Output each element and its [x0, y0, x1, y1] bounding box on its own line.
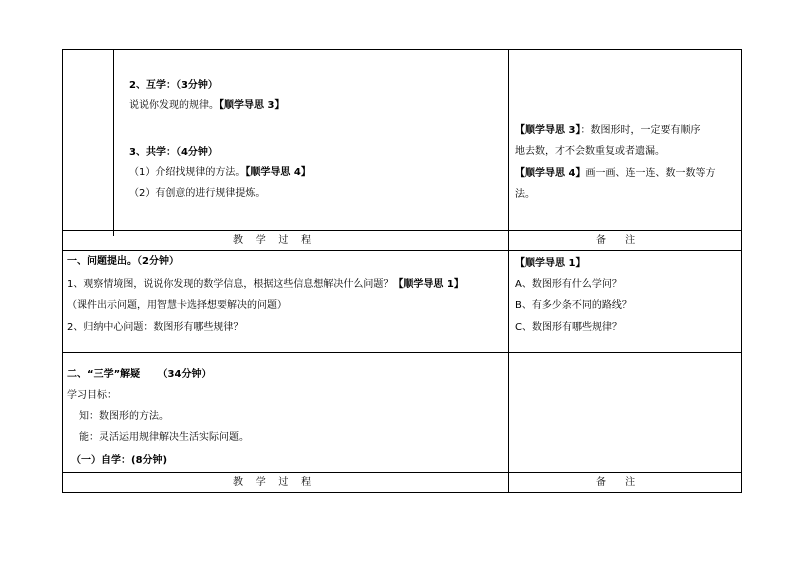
gong-xue-item-2: （2）有创意的进行规律提炼。	[129, 188, 266, 199]
self-study-heading: （一）自学：(8分钟)	[71, 455, 168, 466]
note-3-line-2: 地去数，才不会数重复或者遗漏。	[515, 146, 665, 157]
gong-xue-heading: 3、共学：（4分钟）	[129, 147, 218, 158]
header-teaching-process-2: 教 学 过 程	[233, 477, 312, 488]
header-remarks: 备 注	[596, 235, 636, 246]
remark-tag-1: 【顺学导思 1】	[515, 258, 586, 269]
row-divider	[63, 352, 741, 353]
column-divider	[508, 50, 509, 492]
remark-c: C、数图形有哪些规律？	[515, 322, 622, 333]
goal-knowledge: 知：数图形的方法。	[79, 411, 169, 422]
remark-b: B、有多少条不同的路线？	[515, 300, 632, 311]
row-divider	[63, 472, 741, 473]
note-3-line-1: 【顺学导思 3】：数图形时，一定要有顺序	[515, 125, 701, 136]
narrow-column-divider	[113, 50, 114, 236]
hu-xue-description: 说说你发现的规律。【顺学导思 3】	[129, 100, 285, 111]
header-remarks-2: 备 注	[596, 477, 636, 488]
section-two-title: 二、“三学”解疑 （34分钟）	[67, 369, 212, 380]
header-teaching-process: 教 学 过 程	[233, 235, 312, 246]
question-1-note: （课件出示问题，用智慧卡选择想要解决的问题）	[67, 300, 287, 311]
row-divider	[63, 250, 741, 251]
note-4-line-2: 法。	[515, 189, 535, 200]
section-one-title: 一、问题提出。（2分钟）	[67, 256, 179, 267]
hu-xue-heading: 2、互学：（3分钟）	[129, 80, 218, 91]
learning-goals-label: 学习目标：	[67, 390, 117, 401]
question-1: 1、观察情境图，说说你发现的数学信息，根据这些信息想解决什么问题？【顺学导思 1】	[67, 279, 464, 290]
note-4-line-1: 【顺学导思 4】画一画、连一连、数一数等方	[515, 168, 716, 179]
remark-a: A、数图形有什么学问？	[515, 279, 622, 290]
row-divider	[63, 230, 741, 231]
gong-xue-item-1: （1）介绍找规律的方法。【顺学导思 4】	[129, 167, 311, 178]
lesson-plan-table	[62, 49, 742, 493]
question-2: 2、归纳中心问题：数图形有哪些规律？	[67, 322, 244, 333]
goal-ability: 能：灵活运用规律解决生活实际问题。	[79, 432, 249, 443]
